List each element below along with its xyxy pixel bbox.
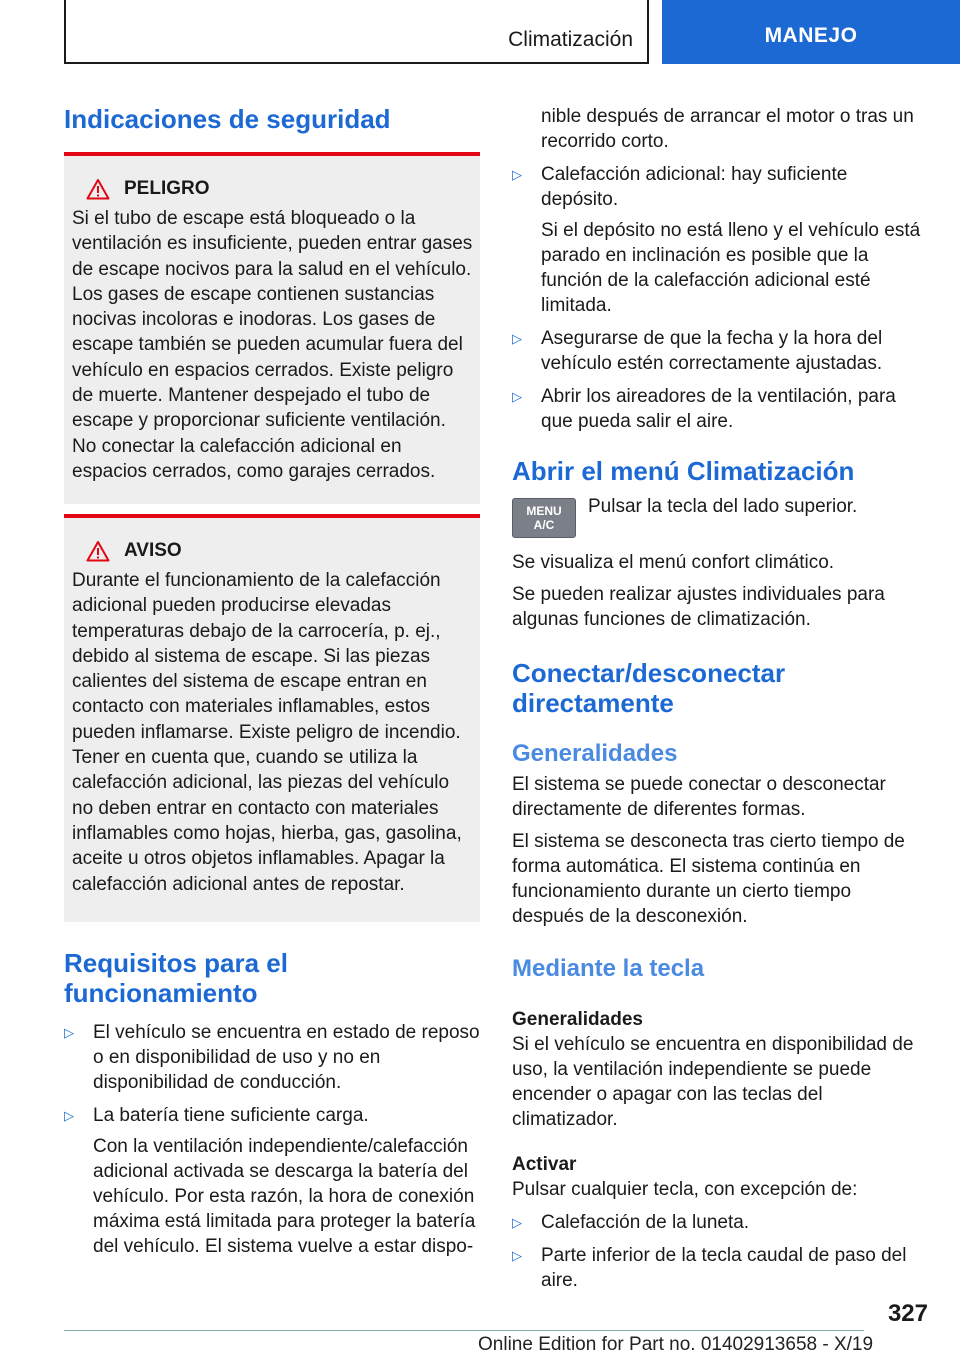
danger-box [64,152,480,504]
menu-ac-key-icon: MENU A/C [512,498,576,538]
danger-text: Si el tubo de escape está bloqueado o la ventilación es insuficiente, pueden entrar gases de escape nocivos para la salud en el vehículo. Los gases de escape contienen sustancias nocivas incoloras e inodoras. Los gases de escape también se pueden acumular fuera del vehículo en espacios cerrados. Existe peligro de muerte. Mantener despejado el tubo de escape y proporcionar suficiente ventilación. No conectar la calefacción adicional en espacios cerrados, como garajes cerrados. [72,208,473,482]
header-tab-manejo[interactable]: MANEJO [662,0,960,64]
list-item: ▷ Parte inferior de la tecla caudal de paso del aire. [512,1245,907,1291]
warning-triangle-icon [86,178,110,200]
triangle-bullet-icon: ▷ [512,389,522,404]
paragraph: Pulsar cualquier tecla, con excepción de: [512,1179,858,1200]
page-number: 327 [887,1300,928,1327]
list-item: ▷ El vehículo se encuentra en estado de reposo o en disponibilidad de uso y no en disponibilidad de conducción. [64,1022,480,1093]
warning-text: Durante el funcionamiento de la calefacción adicional pueden producirse elevadas temperaturas debajo de la carrocería, p. ej., debido al sistema de escape. Si las piezas calientes del sistema de escape entran en contacto con materiales inflamables, estos pueden inflamarse. Existe peligro de incendio. Tener en cuenta que, cuando se utiliza la calefacción adicional, las piezas del vehículo no deben entrar en contacto con materiales inflamables como hojas, hierba, gas, gasolina, aceite u otros objetos inflamables. Apagar la calefacción adicional antes de repostar. [72,570,462,895]
footer-edition: Online Edition for Part no. 01402913658 - X/19 [478,1334,874,1355]
right-column [512,104,928,1293]
danger-label: PELIGRO [124,178,210,199]
heading-connect: Conectar/desconectar directamente [512,658,786,718]
list-item: ▷ Asegurarse de que la fecha y la hora del vehículo estén correctamente ajustadas. [512,328,883,374]
list-item: ▷ Calefacción de la luneta. [512,1212,750,1233]
triangle-bullet-icon: ▷ [512,331,522,346]
paragraph: El sistema se desconecta tras cierto tiempo de forma automática. El sistema continúa en funcionamiento durante un cierto tiempo después de la desconexión. [512,831,905,927]
minor-heading-general: Generalidades [512,1009,643,1030]
danger-title [72,176,474,202]
paragraph: El sistema se puede conectar o desconectar directamente de diferentes formas. [512,774,886,820]
continued-text: nible después de arrancar el motor o tras un recorrido corto. [541,106,914,152]
warning-triangle-icon [86,540,110,562]
warning-box [64,514,480,922]
list-item: ▷ Calefacción adicional: hay suficiente depósito. Si el depósito no está lleno y el vehículo está parado en inclinación es posible que la función de la calefacción adicional esté limitada. [512,164,921,316]
heading-open-menu: Abrir el menú Climatización [512,456,855,486]
list-item: ▷ Abrir los aireadores de la ventilación, para que pueda salir el aire. [512,386,896,432]
subheading-general: Generalidades [512,740,678,767]
triangle-bullet-icon: ▷ [512,1248,522,1263]
paragraph: Se pueden realizar ajustes individuales para algunas funciones de climatización. [512,584,885,630]
minor-heading-activate: Activar [512,1154,577,1175]
warning-title [72,538,474,564]
left-column [64,96,480,1259]
paragraph: Se visualiza el menú confort climático. [512,552,835,573]
header-frame [64,0,649,64]
paragraph: Si el vehículo se encuentra en disponibilidad de uso, la ventilación independiente se puede encender o apagar con las teclas del climatizador. [512,1034,914,1130]
menu-instruction-text: Pulsar la tecla del lado superior. [588,496,858,517]
footer-divider [64,1330,864,1331]
heading-safety: Indicaciones de seguridad [64,104,391,134]
triangle-bullet-icon: ▷ [512,167,522,182]
menu-instruction [512,498,928,538]
heading-requirements: Requisitos para el funcionamiento [64,948,288,1008]
triangle-bullet-icon: ▷ [64,1025,74,1040]
header-section-title: Climatización [508,28,633,51]
triangle-bullet-icon: ▷ [512,1215,522,1230]
subheading-by-key: Mediante la tecla [512,955,705,982]
list-item: ▷ La batería tiene suficiente carga. Con la ventilación independiente/calefacción adicional activada se descarga la batería del vehículo. Por esta razón, la hora de conexión máxima está limitada para proteger la batería del vehículo. El sistema vuelve a estar dispo- [64,1105,476,1257]
warning-label: AVISO [124,540,182,561]
triangle-bullet-icon: ▷ [64,1108,74,1123]
